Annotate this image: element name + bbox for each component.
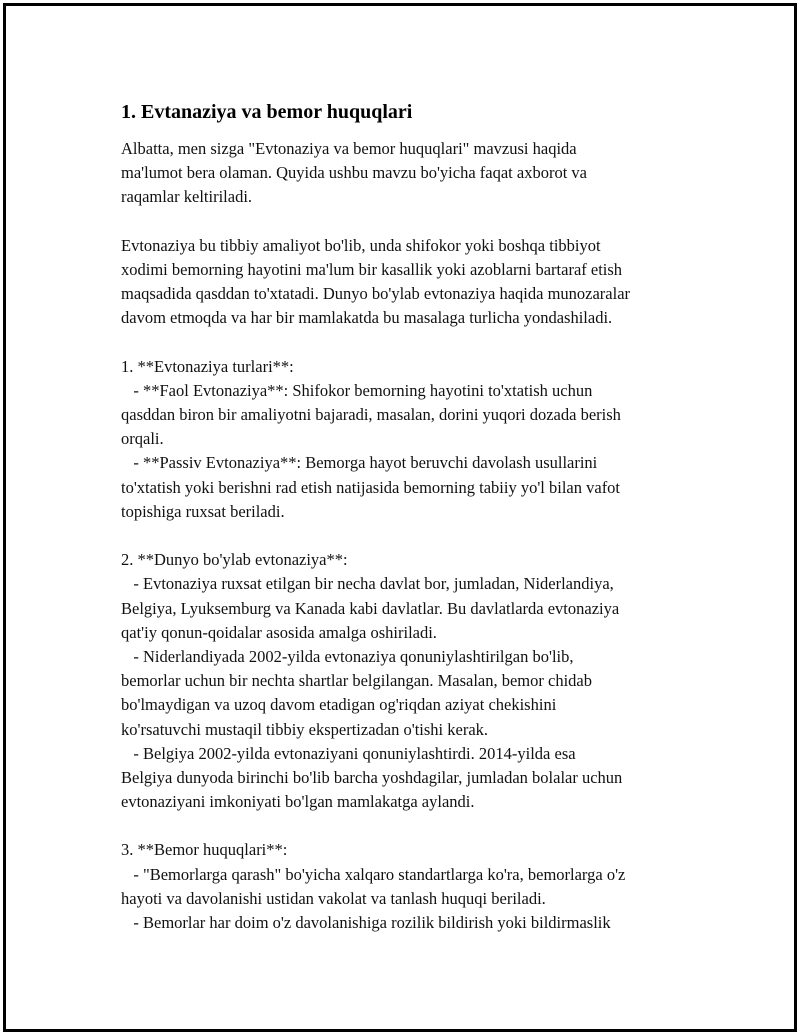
- text-line: 1. **Evtonaziya turlari**:: [121, 356, 294, 376]
- text-line: - "Bemorlarga qarash" bo'yicha xalqaro standartlarga ko'ra, bemorlarga o'z: [121, 864, 626, 884]
- text-line: orqali.: [121, 429, 164, 449]
- text-line: 3. **Bemor huquqlari**:: [121, 840, 288, 860]
- text-line: [121, 814, 691, 838]
- text-line: - Belgiya 2002-yilda evtonaziyani qonuniylashtirdi. 2014-yilda esa: [121, 743, 576, 763]
- text-line: Belgiya dunyoda birinchi bo'lib barcha yoshdagilar, jumladan bolalar uchun: [121, 767, 623, 787]
- text-line: hayoti va davolanishi ustidan vakolat va tanlash huquqi beriladi.: [121, 888, 546, 908]
- text-line: Belgiya, Lyuksemburg va Kanada kabi davlatlar. Bu davlatlarda evtonaziya: [121, 598, 620, 618]
- text-line: xodimi bemorning hayotini ma'lum bir kasallik yoki azoblarni bartaraf etish: [121, 259, 623, 279]
- text-line: [121, 210, 691, 234]
- document-title: 1. Evtanaziya va bemor huquqlari: [121, 101, 413, 123]
- text-line: - Bemorlar har doim o'z davolanishiga rozilik bildirish yoki bildirmaslik: [121, 913, 611, 932]
- text-line: [121, 331, 691, 355]
- text-line: [121, 524, 691, 548]
- document-text: [121, 137, 691, 935]
- text-line: bemorlar uchun bir nechta shartlar belgilangan. Masalan, bemor chidab: [121, 671, 592, 691]
- text-line: raqamlar keltiriladi.: [121, 187, 253, 207]
- text-line: to'xtatish yoki berishni rad etish natijasida bemorning tabiiy yo'l bilan vafot: [121, 477, 621, 497]
- text-line: ma'lumot bera olaman. Quyida ushbu mavzu bo'yicha faqat axborot va: [121, 163, 587, 183]
- text-line: Albatta, men sizga "Evtonaziya va bemor huquqlari" mavzusi haqida: [121, 139, 577, 158]
- text-line: evtonaziyani imkoniyati bo'lgan mamlakatga aylandi.: [121, 792, 475, 812]
- text-line: - Niderlandiyada 2002-yilda evtonaziya qonuniylashtirilgan bo'lib,: [121, 646, 574, 666]
- text-line: 2. **Dunyo bo'ylab evtonaziya**:: [121, 550, 348, 570]
- text-line: ko'rsatuvchi mustaqil tibbiy ekspertizadan o'tishi kerak.: [121, 719, 489, 739]
- document-page: [3, 3, 797, 1032]
- text-line: topishiga ruxsat beriladi.: [121, 501, 285, 521]
- document-body: [121, 98, 691, 935]
- text-line: qat'iy qonun-qoidalar asosida amalga oshiriladi.: [121, 622, 437, 642]
- text-line: qasddan biron bir amaliyotni bajaradi, masalan, dorini yuqori dozada berish: [121, 405, 621, 425]
- text-line: bo'lmaydigan va uzoq davom etadigan og'riqdan aziyat chekishini: [121, 695, 557, 715]
- text-line: - **Passiv Evtonaziya**: Bemorga hayot beruvchi davolash usullarini: [121, 453, 598, 473]
- text-line: maqsadida qasddan to'xtatadi. Dunyo bo'ylab evtonaziya haqida munozaralar: [121, 284, 631, 304]
- text-line: - **Faol Evtonaziya**: Shifokor bemorning hayotini to'xtatish uchun: [121, 380, 593, 400]
- text-line: - Evtonaziya ruxsat etilgan bir necha davlat bor, jumladan, Niderlandiya,: [121, 574, 614, 594]
- text-line: davom etmoqda va har bir mamlakatda bu masalaga turlicha yondashiladi.: [121, 308, 613, 328]
- text-line: Evtonaziya bu tibbiy amaliyot bo'lib, unda shifokor yoki boshqa tibbiyot: [121, 235, 601, 255]
